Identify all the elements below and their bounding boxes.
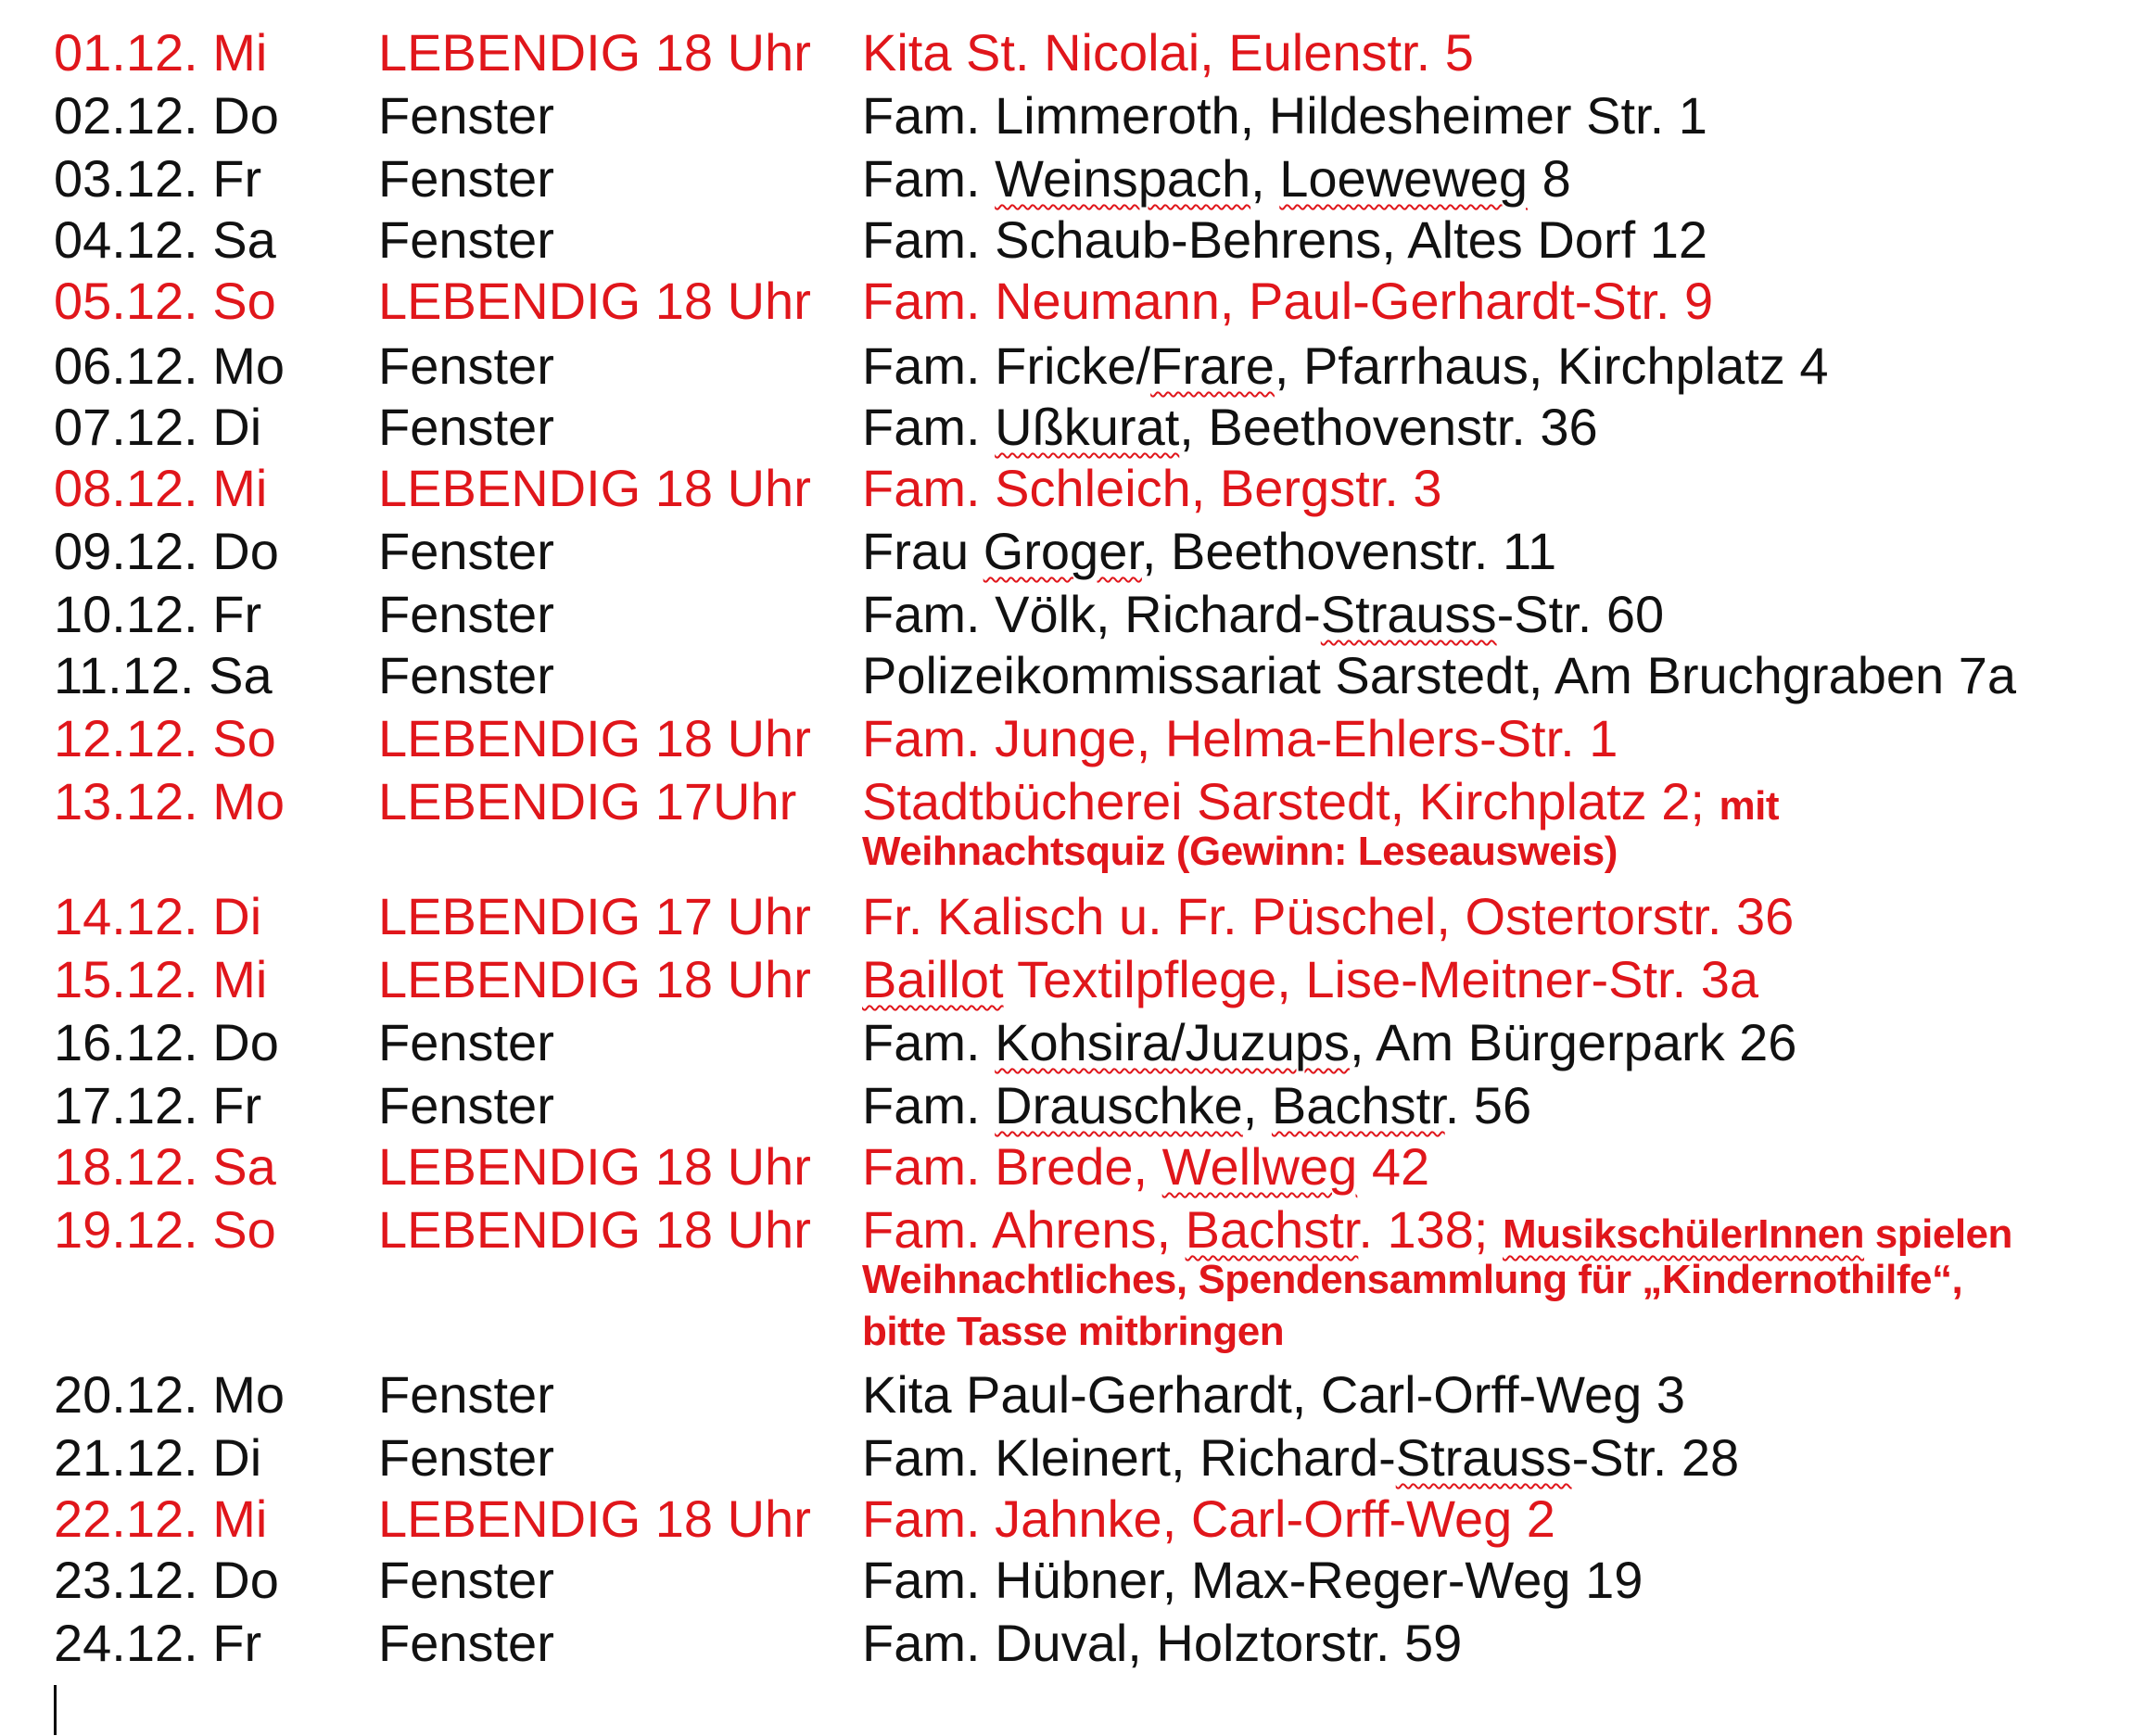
text-segment: Fam. Brede, [862, 1137, 1162, 1196]
event-date: 06.12. Mo [54, 336, 286, 395]
event-location [862, 397, 1598, 458]
event-note: bitte Tasse mitbringen [862, 1309, 1285, 1354]
text-segment: Fam. Hübner, Max-Reger-Weg 19 [862, 1551, 1643, 1609]
text-segment: , Beethovenstr. 11 [1141, 522, 1557, 580]
event-type: Fenster [378, 1614, 554, 1672]
event-location [862, 458, 1442, 519]
event-location [862, 521, 1556, 582]
event-type: Fenster [378, 336, 554, 395]
event-location [862, 85, 1707, 146]
event-date: 20.12. Mo [54, 1365, 286, 1424]
text-segment: Fam. Jahnke, Carl-Orff-Weg 2 [862, 1489, 1555, 1548]
text-segment: Kita Paul-Gerhardt, Carl-Orff-Weg 3 [862, 1365, 1686, 1424]
event-type: LEBENDIG 18 Uhr [378, 709, 811, 767]
event-date: 18.12. Sa [54, 1137, 276, 1196]
event-date: 19.12. So [54, 1200, 276, 1259]
event-date: 22.12. Mi [54, 1489, 268, 1548]
text-segment: Fam. [862, 1013, 996, 1071]
event-note: Weihnachtliches, Spendensammlung für „Kindernothilfe“, [862, 1257, 1963, 1302]
event-type: Fenster [378, 585, 554, 643]
event-location [862, 949, 1758, 1010]
event-date: 21.12. Di [54, 1428, 262, 1487]
spellcheck-word: Baillot [862, 950, 1004, 1008]
text-segment: 42 [1357, 1137, 1430, 1196]
event-date: 12.12. So [54, 709, 276, 767]
event-location [862, 1136, 1429, 1197]
text-cursor [54, 1685, 57, 1735]
event-date: 24.12. Fr [54, 1614, 262, 1672]
text-segment: -Str. 60 [1496, 585, 1665, 643]
event-date: 08.12. Mi [54, 459, 268, 517]
event-type: LEBENDIG 17Uhr [378, 772, 797, 830]
text-segment: . 56 [1444, 1076, 1532, 1134]
text-segment: . 138; [1358, 1200, 1504, 1259]
text-segment: Fam. Fricke/ [862, 336, 1151, 395]
text-segment: Fam. Duval, Holztorstr. 59 [862, 1614, 1463, 1672]
text-segment: mit [1719, 783, 1779, 829]
event-location [862, 584, 1664, 645]
event-type: LEBENDIG 18 Uhr [378, 950, 811, 1008]
event-date: 01.12. Mi [54, 23, 268, 82]
event-type: Fenster [378, 149, 554, 208]
event-location [862, 22, 1474, 83]
event-date: 13.12. Mo [54, 772, 286, 830]
text-segment: Fam. Völk, Richard- [862, 585, 1321, 643]
text-segment: Frau [862, 522, 984, 580]
spellcheck-word: Strauss [1320, 585, 1497, 643]
spellcheck-word: Strauss [1395, 1428, 1572, 1487]
text-segment: Fam. Schleich, Bergstr. 3 [862, 459, 1442, 517]
spellcheck-word: Groger [983, 522, 1142, 580]
text-segment: Fam. Schaub-Behrens, Altes Dorf 12 [862, 210, 1707, 269]
text-segment: Fam. [862, 1076, 996, 1134]
spellcheck-word: Bachstr [1185, 1200, 1359, 1259]
event-date: 23.12. Do [54, 1551, 279, 1609]
event-type: LEBENDIG 18 Uhr [378, 23, 811, 82]
text-segment: Fr. Kalisch u. Fr. Püschel, Ostertorstr. 36 [862, 887, 1795, 945]
event-date: 11.12. Sa [54, 646, 273, 704]
event-type: Fenster [378, 1013, 554, 1071]
event-location [862, 209, 1707, 271]
text-segment: Stadtbücherei Sarstedt, Kirchplatz 2; [862, 772, 1720, 830]
event-location [862, 645, 2016, 706]
event-date: 09.12. Do [54, 522, 279, 580]
spellcheck-word: Drauschke [995, 1076, 1243, 1134]
text-segment: Fam. Junge, Helma-Ehlers-Str. 1 [862, 709, 1618, 767]
text-segment: Fam. Kleinert, Richard- [862, 1428, 1396, 1487]
text-segment: Kita St. Nicolai, Eulenstr. 5 [862, 23, 1474, 82]
spellcheck-word: Weinspach [995, 149, 1251, 208]
event-date: 04.12. Sa [54, 210, 276, 269]
spellcheck-word: Wellweg [1161, 1137, 1358, 1196]
text-segment: 8 [1528, 149, 1571, 208]
event-location [862, 708, 1618, 769]
event-type: Fenster [378, 1076, 554, 1134]
event-type: LEBENDIG 18 Uhr [378, 1489, 811, 1548]
event-location [862, 1427, 1739, 1489]
event-type: Fenster [378, 398, 554, 456]
event-type: LEBENDIG 17 Uhr [378, 887, 811, 945]
event-date: 03.12. Fr [54, 149, 262, 208]
text-segment: Fam. Neumann, Paul-Gerhardt-Str. 9 [862, 272, 1714, 330]
text-segment: , [1250, 149, 1280, 208]
event-type: LEBENDIG 18 Uhr [378, 1137, 811, 1196]
event-type: Fenster [378, 1365, 554, 1424]
event-type: Fenster [378, 522, 554, 580]
spellcheck-word: Ußkurat [995, 398, 1180, 456]
text-segment: Polizeikommissariat Sarstedt, Am Bruchgraben 7a [862, 646, 2016, 704]
event-date: 10.12. Fr [54, 585, 262, 643]
event-type: Fenster [378, 646, 554, 704]
event-location [862, 886, 1794, 947]
text-segment: Fam. Limmeroth, Hildesheimer Str. 1 [862, 86, 1707, 145]
event-type: LEBENDIG 18 Uhr [378, 459, 811, 517]
text-segment: , Pfarrhaus, Kirchplatz 4 [1274, 336, 1829, 395]
event-location [862, 1613, 1462, 1674]
event-date: 02.12. Do [54, 86, 279, 145]
text-segment: , Beethovenstr. 36 [1179, 398, 1598, 456]
event-type: Fenster [378, 1551, 554, 1609]
event-date: 14.12. Di [54, 887, 262, 945]
event-location [862, 1364, 1685, 1426]
text-segment: , [1242, 1076, 1272, 1134]
text-segment: Fam. [862, 398, 996, 456]
text-segment: , Am Bürgerpark 26 [1350, 1013, 1797, 1071]
event-location [862, 1550, 1643, 1611]
event-type: LEBENDIG 18 Uhr [378, 1200, 811, 1259]
event-location [862, 271, 1713, 332]
event-location [862, 336, 1829, 397]
spellcheck-word: MusikschülerInnen [1503, 1211, 1865, 1257]
text-segment: Fam. Ahrens, [862, 1200, 1186, 1259]
event-location [862, 148, 1571, 209]
event-date: 15.12. Mi [54, 950, 268, 1008]
event-location [862, 1012, 1796, 1073]
spellcheck-word: Frare [1150, 336, 1275, 395]
event-type: Fenster [378, 1428, 554, 1487]
text-segment: Fam. [862, 149, 996, 208]
event-type: Fenster [378, 86, 554, 145]
event-date: 05.12. So [54, 272, 276, 330]
event-type: LEBENDIG 18 Uhr [378, 272, 811, 330]
spellcheck-word: Loeweweg [1279, 149, 1529, 208]
text-segment: spielen [1864, 1211, 2012, 1257]
event-date: 07.12. Di [54, 398, 262, 456]
text-segment: -Str. 28 [1571, 1428, 1740, 1487]
spellcheck-word: Bachstr [1271, 1076, 1445, 1134]
event-date: 16.12. Do [54, 1013, 279, 1071]
event-note: Weihnachtsquiz (Gewinn: Leseausweis) [862, 829, 1618, 874]
event-location [862, 1075, 1531, 1136]
event-type: Fenster [378, 210, 554, 269]
event-location [862, 1489, 1555, 1550]
text-segment: Textilpflege, Lise-Meitner-Str. 3a [1003, 950, 1758, 1008]
event-date: 17.12. Fr [54, 1076, 262, 1134]
spellcheck-word: Kohsira/Juzups [995, 1013, 1350, 1071]
